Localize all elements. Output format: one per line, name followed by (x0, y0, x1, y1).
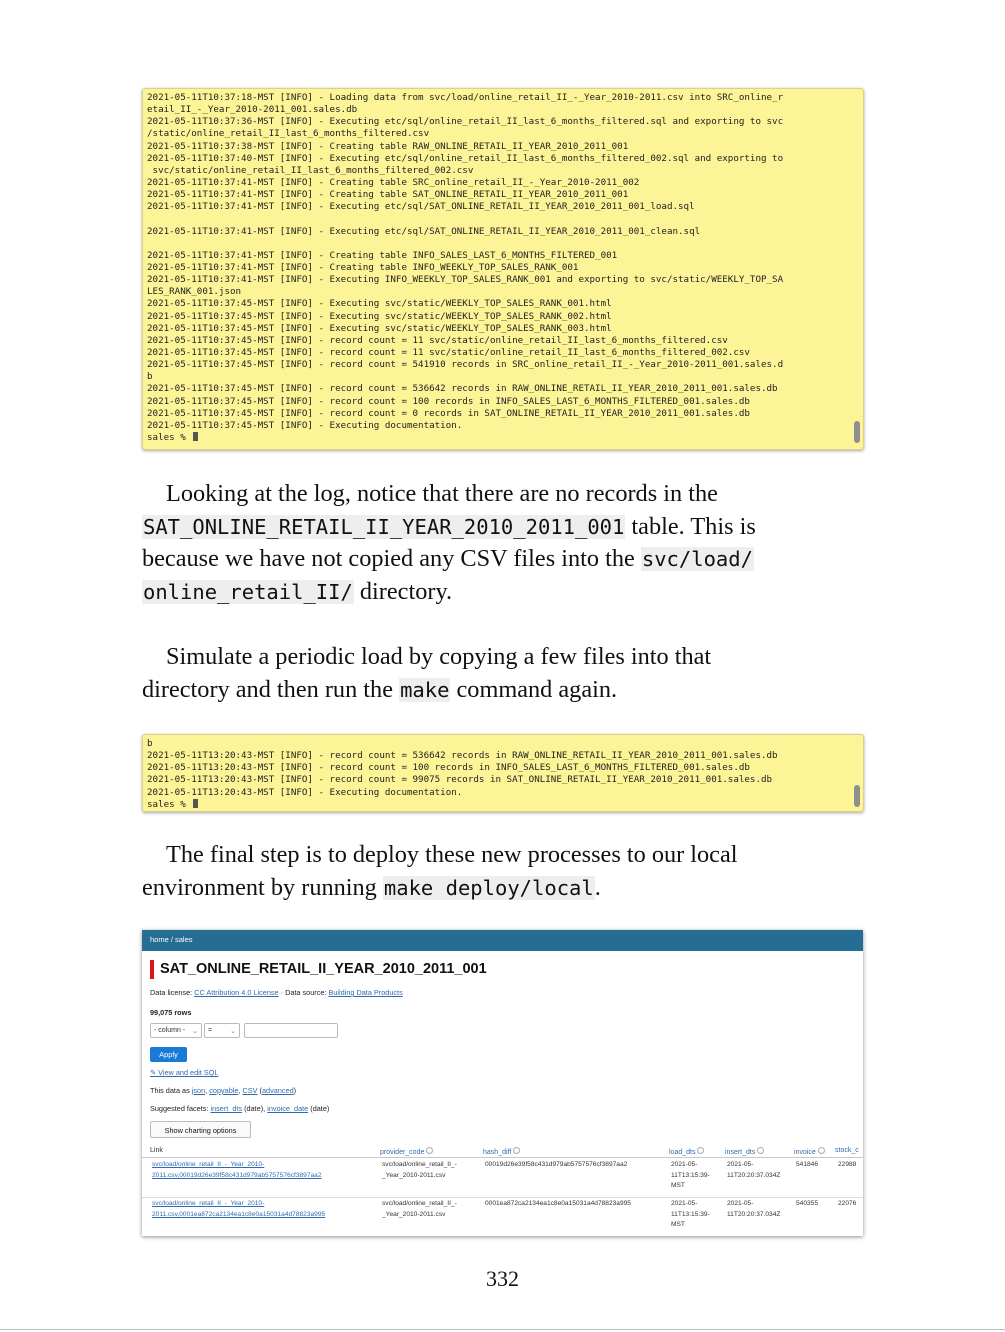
terminal-scrollbar[interactable] (854, 421, 860, 443)
json-link[interactable]: json (191, 1086, 206, 1095)
log-line: 2021-05-11T10:37:41-MST [INFO] - Executing etc/sql/SAT_ONLINE_RETAIL_II_YEAR_2010_2011_001_clean.sql (147, 225, 701, 237)
para1-line2-text: table. This is (625, 512, 756, 540)
para3-line1: The final step is to deploy these new processes to our local (166, 841, 738, 868)
log-line: 2021-05-11T13:20:43-MST [INFO] - record count = 536642 records in RAW_ONLINE_RETAIL_II_YEAR_2010_2011_001.sales.db (147, 750, 778, 762)
paragraph-simulate-load (142, 641, 867, 706)
operator-select[interactable]: = ⌄ (204, 1023, 240, 1038)
log-line (147, 213, 849, 225)
log-line: svc/static/online_retail_II_last_6_months_filtered_002.csv (147, 164, 474, 176)
cell-invoice: 540355 (796, 1200, 819, 1207)
log-line: /static/online_retail_II_last_6_months_filtered.csv (147, 128, 430, 140)
log-line: 2021-05-11T10:37:41-MST [INFO] - Creating table INFO_SALES_LAST_6_MONTHS_FILTERED_001 (147, 249, 618, 261)
chevron-down-icon: ⌄ (230, 1028, 236, 1035)
facet-invoice-date[interactable]: invoice_date (267, 1104, 309, 1113)
cursor-icon (193, 432, 198, 441)
suggested-facets: Suggested facets: insert_dts (date), invoice_date (date) (150, 1104, 330, 1113)
cursor-icon (193, 799, 198, 808)
cell-hash-diff: 0001ea872ca2134ea1c8e0a15031a4d78823a995 (485, 1200, 631, 1207)
para2-line1: Simulate a periodic load by copying a few files into that (166, 643, 712, 670)
column-header-invoice[interactable]: invoice (794, 1147, 825, 1156)
para3-line2-text2: . (594, 873, 601, 901)
terminal-output-2 (142, 734, 864, 812)
row-count: 99,075 rows (150, 1008, 192, 1017)
license-line: Data license: CC Attribution 4.0 License · Data source: Building Data Products (150, 988, 403, 997)
cell-stock-code: 22076 (838, 1200, 857, 1207)
page-number: 332 (486, 1266, 519, 1291)
log-line: 2021-05-11T10:37:45-MST [INFO] - record count = 541910 records in SRC_online_retail_II_-_Year_2010-2011_001.sales.d (147, 359, 784, 371)
view-edit-sql-link[interactable]: ✎ View and edit SQL (150, 1068, 219, 1077)
log-line: 2021-05-11T10:37:45-MST [INFO] - Executing svc/static/WEEKLY_TOP_SALES_RANK_002.html (147, 310, 612, 322)
gear-icon[interactable] (697, 1147, 704, 1154)
log-line: 2021-05-11T13:20:43-MST [INFO] - record count = 99075 records in SAT_ONLINE_RETAIL_II_YEAR_2010_2011_001.sales.db (147, 774, 773, 786)
shell-prompt[interactable] (147, 799, 849, 811)
para1-line3-text: because we have not copied any CSV files into the (142, 545, 641, 572)
gear-icon[interactable] (818, 1147, 825, 1154)
cell-invoice: 541846 (796, 1161, 819, 1168)
para3-line2-text: environment by running (142, 873, 383, 901)
log-line: 2021-05-11T10:37:36-MST [INFO] - Executing etc/sql/online_retail_II_last_6_months_filtered.sql and exporting to svc (147, 116, 784, 128)
log-line: 2021-05-11T10:37:41-MST [INFO] - Creating table SAT_ONLINE_RETAIL_II_YEAR_2010_2011_001 (147, 189, 629, 201)
cell-load-dts: 2021-05- 11T13:15:39- MST (671, 1200, 710, 1228)
log-line: 2021-05-11T10:37:18-MST [INFO] - Loading data from svc/load/online_retail_II_-_Year_2010-2011.csv into SRC_online_r (147, 92, 784, 103)
advanced-link[interactable]: advanced (262, 1086, 294, 1095)
inline-code-make: make (400, 677, 450, 702)
datasette-screenshot (142, 930, 863, 1236)
log-line: 2021-05-11T13:20:43-MST [INFO] - Executing documentation. (147, 786, 463, 798)
inline-code-path-1: svc/load/ (641, 547, 753, 571)
log-line: 2021-05-11T10:37:45-MST [INFO] - record count = 11 svc/static/online_retail_II_last_6_months_filtered_002.csv (147, 346, 750, 358)
cell-provider-code: svc/load/online_retail_II_- _Year_2010-2011.csv (382, 1200, 457, 1218)
terminal-log-1 (147, 92, 849, 444)
log-line: b (147, 738, 153, 749)
license-link[interactable]: CC Attribution 4.0 License (194, 988, 279, 997)
log-line: LES_RANK_001.json (147, 286, 242, 298)
terminal-scrollbar[interactable] (854, 785, 860, 807)
log-line: 2021-05-11T10:37:41-MST [INFO] - Executing INFO_WEEKLY_TOP_SALES_RANK_001 and exporting to svc/static/WEEKLY_TOP_SA (147, 274, 784, 286)
header-bar (142, 930, 863, 951)
log-line: 2021-05-11T10:37:45-MST [INFO] - record count = 536642 records in RAW_ONLINE_RETAIL_II_YEAR_2010_2011_001.sales.db (147, 383, 778, 395)
para1-line4-text: directory. (353, 577, 453, 605)
column-select[interactable]: - column - ⌄ (150, 1023, 202, 1038)
log-line: 2021-05-11T10:37:38-MST [INFO] - Creating table RAW_ONLINE_RETAIL_II_YEAR_2010_2011_001 (147, 140, 629, 152)
log-line (147, 238, 849, 250)
log-line: 2021-05-11T10:37:41-MST [INFO] - Executing etc/sql/SAT_ONLINE_RETAIL_II_YEAR_2010_2011_001_load.sql (147, 201, 695, 213)
page-bottom-divider (0, 1329, 1005, 1330)
gear-icon[interactable] (513, 1147, 520, 1154)
para2-line2-text2: command again. (450, 675, 618, 703)
terminal-output-1 (142, 88, 864, 450)
inline-code-path-2: online_retail_II/ (143, 579, 353, 604)
log-line: 2021-05-11T10:37:45-MST [INFO] - record count = 0 records in SAT_ONLINE_RETAIL_II_YEAR_2010_2011_001.sales.db (147, 407, 750, 419)
log-line: 2021-05-11T13:20:43-MST [INFO] - record count = 100 records in INFO_SALES_LAST_6_MONTHS_FILTERED_001.sales.db (147, 762, 750, 774)
copyable-link[interactable]: copyable (209, 1086, 239, 1095)
log-line: 2021-05-11T10:37:45-MST [INFO] - record count = 100 records in INFO_SALES_LAST_6_MONTHS_FILTERED_001.sales.db (147, 395, 750, 407)
row-divider (142, 1197, 863, 1198)
paragraph-deploy (142, 839, 867, 904)
terminal-log-2 (147, 738, 849, 811)
title-accent-bar (150, 960, 154, 979)
facet-insert-dts[interactable]: insert_dts (210, 1104, 243, 1113)
export-formats: This data as json, copyable, CSV (advanced) (150, 1086, 297, 1095)
cell-provider-code: svc/load/online_retail_II_- _Year_2010-2011.csv (382, 1161, 457, 1179)
cell-insert-dts: 2021-05- 11T20:20:37.034Z (727, 1161, 781, 1179)
log-line: etail_II_-_Year_2010-2011_001.sales.db (147, 104, 358, 116)
cell-stock-code: 22988 (838, 1161, 857, 1168)
para1-line1: Looking at the log, notice that there are no records in the (166, 480, 718, 507)
log-line: b (147, 371, 153, 383)
breadcrumb[interactable]: home / sales (150, 935, 193, 944)
log-line: 2021-05-11T10:37:45-MST [INFO] - record count = 11 svc/static/online_retail_II_last_6_months_filtered.csv (147, 334, 728, 346)
source-link[interactable]: Building Data Products (328, 988, 403, 997)
column-header-link[interactable]: Link (150, 1147, 163, 1154)
row-link[interactable]: svc/load/online_retail_II_-_Year_2010- 2011.csv,0001ea872ca2134ea1c8e0a15031a4d78823a995 (152, 1200, 326, 1218)
log-line: 2021-05-11T10:37:45-MST [INFO] - Executing svc/static/WEEKLY_TOP_SALES_RANK_001.html (147, 298, 612, 310)
log-line: 2021-05-11T10:37:45-MST [INFO] - Executing documentation. (147, 419, 463, 431)
row-link[interactable]: svc/load/online_retail_II_-_Year_2010- 2011.csv,00019d26e39f58c431d979ab5757576cf3897aa2 (152, 1161, 322, 1179)
inline-code-table-name: SAT_ONLINE_RETAIL_II_YEAR_2010_2011_001 (143, 514, 625, 539)
cell-hash-diff: 00019d26e39f58c431d979ab5757576cf3897aa2 (485, 1161, 628, 1168)
gear-icon[interactable] (757, 1147, 764, 1154)
column-header-insert-dts[interactable]: insert_dts (725, 1147, 764, 1156)
table-title: SAT_ONLINE_RETAIL_II_YEAR_2010_2011_001 (160, 961, 487, 977)
column-header-hash-diff[interactable]: hash_diff (483, 1147, 520, 1156)
show-charting-options-button[interactable]: Show charting options (150, 1121, 251, 1138)
header-divider (142, 1157, 863, 1158)
prompt-text: sales % (147, 431, 192, 443)
csv-link[interactable]: CSV (242, 1086, 258, 1095)
gear-icon[interactable] (426, 1147, 433, 1154)
para2-line2-text: directory and then run the (142, 675, 400, 703)
log-line: 2021-05-11T10:37:41-MST [INFO] - Creating table INFO_WEEKLY_TOP_SALES_RANK_001 (147, 261, 579, 273)
log-line: 2021-05-11T10:37:41-MST [INFO] - Creating table SRC_online_retail_II_-_Year_2010-2011_002 (147, 176, 640, 188)
log-line: 2021-05-11T10:37:45-MST [INFO] - Executing svc/static/WEEKLY_TOP_SALES_RANK_003.html (147, 322, 612, 334)
column-header-load-dts[interactable]: load_dts (669, 1147, 704, 1156)
cell-insert-dts: 2021-05- 11T20:20:37.034Z (727, 1200, 781, 1218)
column-header-provider-code[interactable]: provider_code (380, 1147, 433, 1156)
chevron-down-icon: ⌄ (192, 1028, 198, 1035)
log-line: 2021-05-11T10:37:40-MST [INFO] - Executing etc/sql/online_retail_II_last_6_months_filtered_002.sql and exporting to (147, 152, 784, 164)
inline-code-make-deploy: make deploy/local (383, 875, 594, 900)
paragraph-log-notice (142, 478, 867, 608)
cell-load-dts: 2021-05- 11T13:15:39- MST (671, 1161, 710, 1189)
shell-prompt[interactable] (147, 432, 849, 444)
prompt-text: sales % (147, 798, 192, 810)
column-header-stock-code[interactable]: stock_c (835, 1147, 859, 1154)
apply-button[interactable]: Apply (150, 1047, 187, 1062)
filter-value-input[interactable] (244, 1023, 338, 1038)
